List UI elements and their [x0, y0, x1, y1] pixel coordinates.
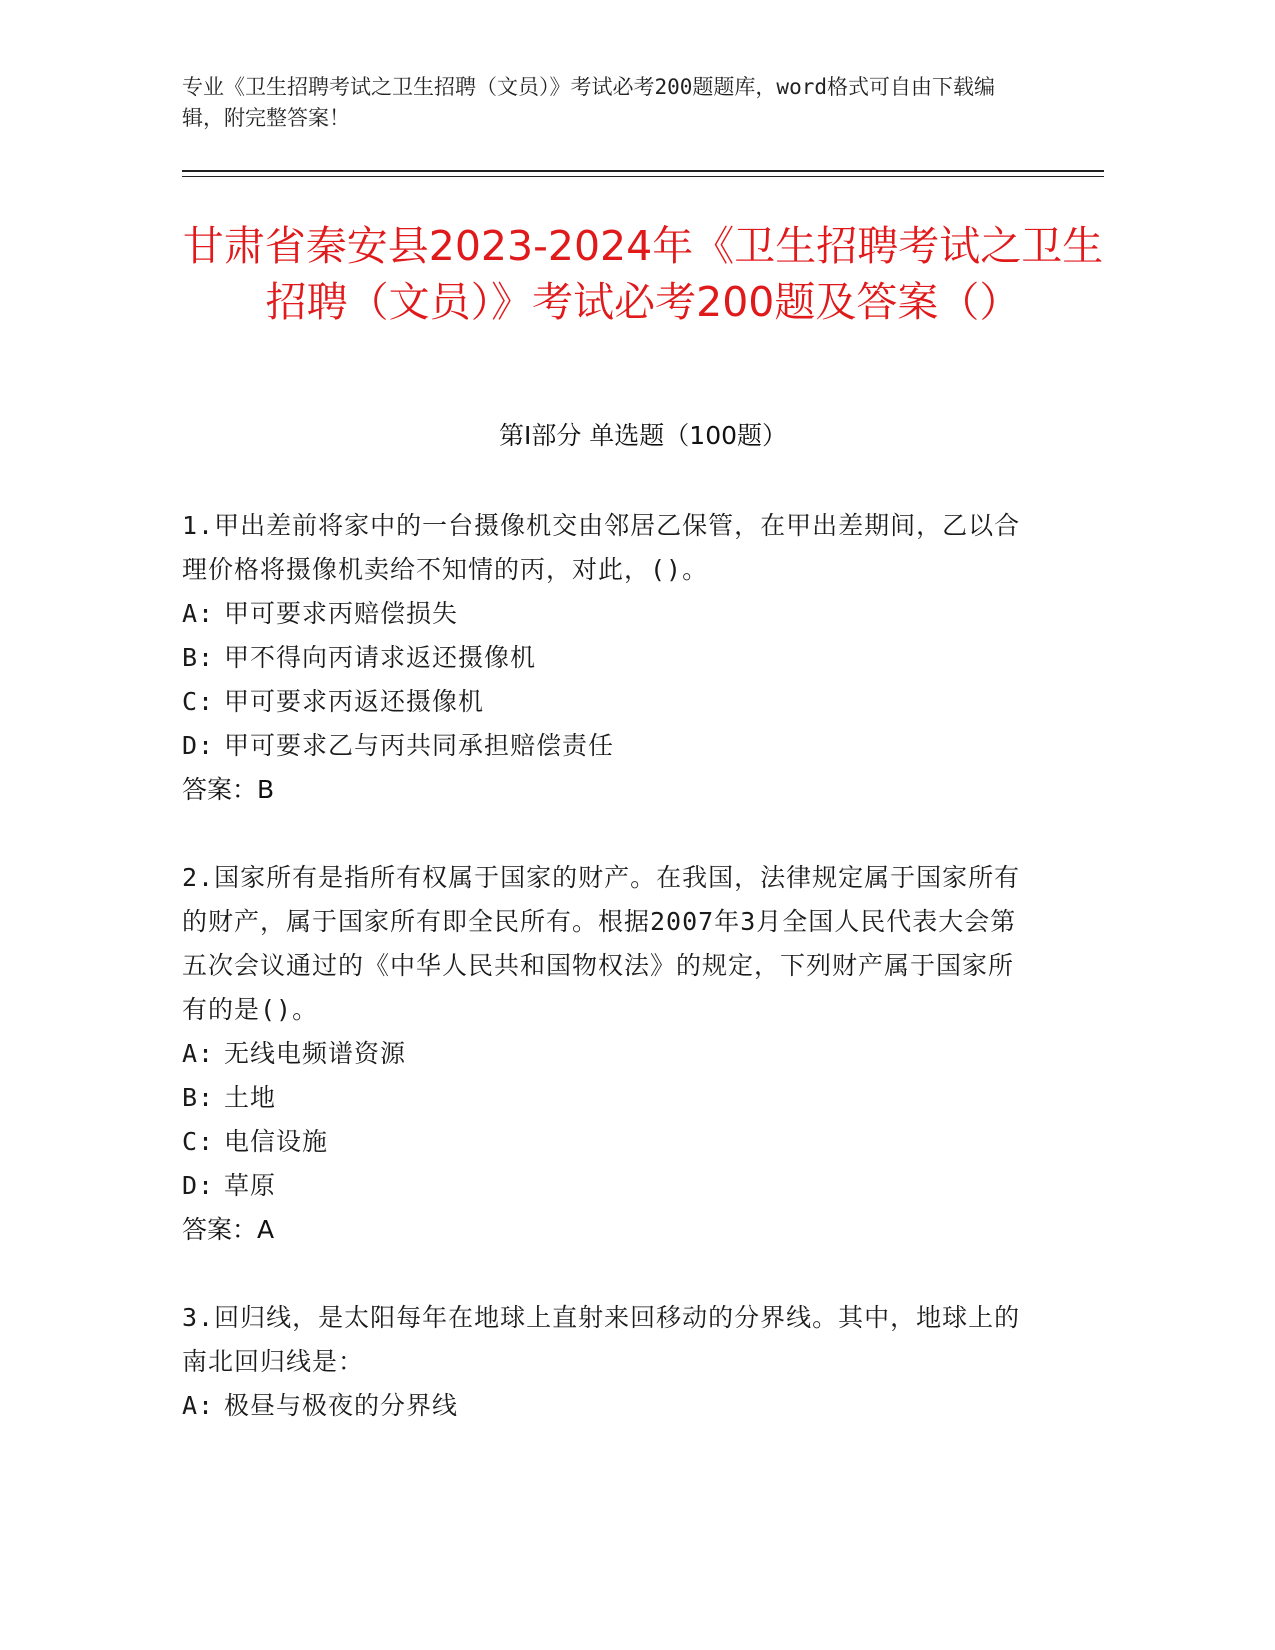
option-key: C: — [182, 687, 215, 716]
option-key: C: — [182, 1127, 215, 1156]
question-item — [182, 504, 1032, 812]
option-text: 极昼与极夜的分界线 — [224, 1391, 459, 1420]
option-a — [182, 1384, 1032, 1428]
question-item — [182, 856, 1032, 1252]
option-text: 土地 — [224, 1083, 277, 1112]
option-d — [182, 724, 1032, 768]
option-text: 甲不得向丙请求返还摄像机 — [224, 643, 537, 672]
option-a — [182, 1032, 1032, 1076]
option-key: A: — [182, 1039, 215, 1068]
option-a — [182, 592, 1032, 636]
question-text: 2.国家所有是指所有权属于国家的财产。在我国，法律规定属于国家所有的财产，属于国家所有即全民所有。根据2007年3月全国人民代表大会第五次会议通过的《中华人民共和国物权法》的规定，下列财产属于国家所有的是()。 — [182, 863, 1021, 1024]
header-divider-thin — [182, 176, 1104, 177]
header-note: 专业《卫生招聘考试之卫生招聘（文员）》考试必考200题题库，word格式可自由下载编辑，附完整答案！ — [182, 75, 995, 130]
section-title: 第Ⅰ部分 单选题（100题） — [498, 421, 788, 450]
question-item — [182, 1296, 1032, 1428]
answer-line: 答案：B — [182, 775, 275, 804]
option-key: B: — [182, 643, 215, 672]
option-key: D: — [182, 731, 215, 760]
option-b — [182, 1076, 1032, 1120]
option-text: 草原 — [224, 1171, 277, 1200]
option-d — [182, 1164, 1032, 1208]
option-c — [182, 1120, 1032, 1164]
option-key: A: — [182, 1391, 215, 1420]
option-c — [182, 680, 1032, 724]
answer-line: 答案：A — [182, 1215, 275, 1244]
option-key: B: — [182, 1083, 215, 1112]
option-key: D: — [182, 1171, 215, 1200]
header-divider-thick — [182, 170, 1104, 172]
option-key: A: — [182, 599, 215, 628]
option-text: 甲可要求丙赔偿损失 — [224, 599, 459, 628]
option-text: 甲可要求乙与丙共同承担赔偿责任 — [224, 731, 615, 760]
question-text: 1.甲出差前将家中的一台摄像机交由邻居乙保管，在甲出差期间，乙以合理价格将摄像机卖给不知情的丙，对此，()。 — [182, 511, 1021, 584]
question-text: 3.回归线，是太阳每年在地球上直射来回移动的分界线。其中，地球上的南北回归线是： — [182, 1303, 1021, 1376]
option-text: 无线电频谱资源 — [224, 1039, 407, 1068]
document-title: 甘肃省秦安县2023-2024年《卫生招聘考试之卫生招聘（文员）》考试必考200题及答案（） — [182, 222, 1104, 326]
question-list — [182, 504, 1032, 1472]
option-text: 电信设施 — [224, 1127, 329, 1156]
option-b — [182, 636, 1032, 680]
option-text: 甲可要求丙返还摄像机 — [224, 687, 485, 716]
